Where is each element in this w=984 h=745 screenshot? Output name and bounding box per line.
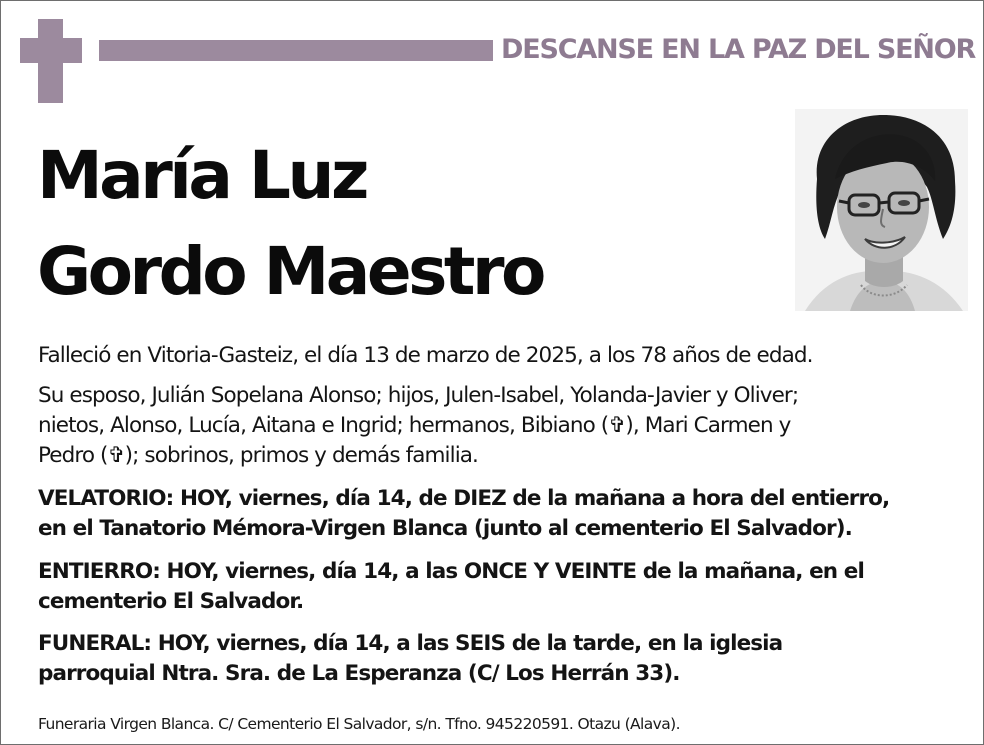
family-paragraph (38, 381, 963, 471)
family-line-3-end: ); sobrinos, primos y demás familia. (124, 443, 478, 468)
family-line-2-end: ), Mari Carmen y (625, 413, 791, 438)
header-decorative-bar (99, 40, 493, 61)
velatorio-line-1: VELATORIO: HOY, viernes, día 14, de DIEZ de la mañana a hora del entierro, (38, 486, 890, 511)
funeral-home-footer: Funeraria Virgen Blanca. C/ Cementerio El Salvador, s/n. Tfno. 945220591. Otazu (Alava). (38, 715, 680, 733)
family-line-2-text: nietos, Alonso, Lucía, Aitana e Ingrid; hermanos, Bibiano ( (38, 413, 609, 438)
funeral-line-1: FUNERAL: HOY, viernes, día 14, a las SEIS de la tarde, en la iglesia (38, 631, 783, 656)
family-line-2 (38, 411, 963, 441)
funeral-line-2: parroquial Ntra. Sra. de La Esperanza (C/ Los Herrán 33). (38, 661, 680, 686)
header-banner-text: DESCANSE EN LA PAZ DEL SEÑOR (501, 34, 976, 65)
cross-symbol-icon: ✞ (107, 443, 125, 468)
portrait-photo-icon (795, 109, 968, 311)
cross-icon-horizontal (20, 38, 82, 63)
velatorio-paragraph (38, 484, 963, 544)
family-line-3-text: Pedro ( (38, 443, 108, 468)
death-line: Falleció en Vitoria-Gasteiz, el día 13 de marzo de 2025, a los 78 años de edad. (38, 343, 813, 368)
deceased-surname: Gordo Maestro (37, 233, 543, 310)
deceased-first-name: María Luz (37, 137, 366, 214)
death-statement (38, 341, 963, 371)
entierro-paragraph (38, 557, 963, 617)
family-line-1: Su esposo, Julián Sopelana Alonso; hijos, Julen-Isabel, Yolanda-Javier y Oliver; (38, 383, 799, 408)
cross-symbol-icon: ✞ (608, 413, 626, 438)
velatorio-line-2: en el Tanatorio Mémora-Virgen Blanca (junto al cementerio El Salvador). (38, 516, 852, 541)
entierro-line-1: ENTIERRO: HOY, viernes, día 14, a las ONCE Y VEINTE de la mañana, en el (38, 559, 864, 584)
entierro-line-2: cementerio El Salvador. (38, 589, 304, 614)
funeral-paragraph (38, 629, 963, 689)
family-line-3 (38, 441, 963, 471)
